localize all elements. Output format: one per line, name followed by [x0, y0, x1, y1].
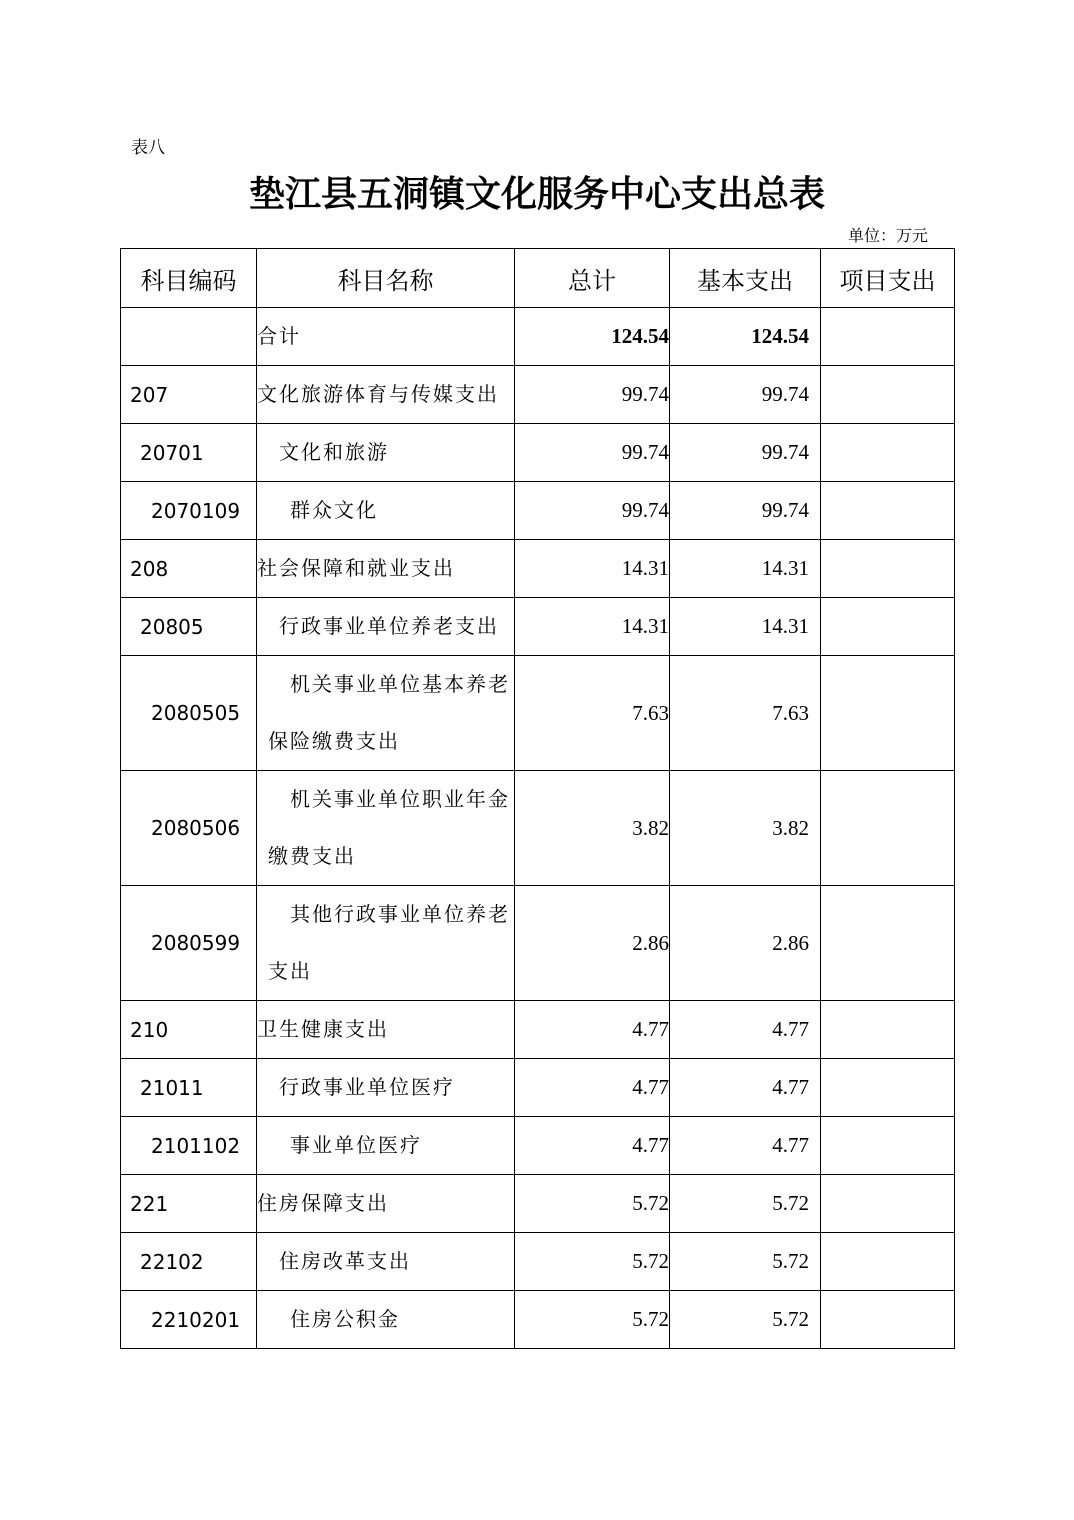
row-total: 5.72: [515, 1233, 670, 1291]
row-total: 14.31: [515, 598, 670, 656]
row-basic: 99.74: [670, 424, 821, 482]
row-basic: 14.31: [670, 598, 821, 656]
row-total: 14.31: [515, 540, 670, 598]
table-row: [121, 1233, 955, 1291]
row-code: 221: [121, 1175, 257, 1233]
row-total: 99.74: [515, 482, 670, 540]
column-header-code: 科目编码: [121, 249, 257, 308]
row-name: 事业单位医疗: [257, 1117, 515, 1175]
row-basic: 5.72: [670, 1291, 821, 1349]
row-basic: 14.31: [670, 540, 821, 598]
row-project: [821, 308, 955, 366]
row-total: 5.72: [515, 1291, 670, 1349]
row-code: 207: [121, 366, 257, 424]
row-total: 99.74: [515, 424, 670, 482]
row-project: [821, 540, 955, 598]
row-project: [821, 598, 955, 656]
row-name: 机关事业单位职业年金缴费支出: [257, 771, 515, 886]
column-header-name: 科目名称: [257, 249, 515, 308]
row-name: 住房保障支出: [257, 1175, 515, 1233]
row-project: [821, 886, 955, 1001]
row-name: 其他行政事业单位养老支出: [257, 886, 515, 1001]
row-code: 210: [121, 1001, 257, 1059]
row-basic: 7.63: [670, 656, 821, 771]
row-code: 2080506: [121, 771, 257, 886]
table-row: [121, 366, 955, 424]
row-code: 2080505: [121, 656, 257, 771]
row-name: 住房公积金: [257, 1291, 515, 1349]
table-row: [121, 482, 955, 540]
row-code: 22102: [121, 1233, 257, 1291]
row-code: 20701: [121, 424, 257, 482]
row-project: [821, 1001, 955, 1059]
table-row: [121, 1059, 955, 1117]
row-basic: 99.74: [670, 482, 821, 540]
table-row: [121, 1291, 955, 1349]
row-project: [821, 1233, 955, 1291]
row-basic: 5.72: [670, 1233, 821, 1291]
row-basic: 4.77: [670, 1059, 821, 1117]
table-row: [121, 540, 955, 598]
column-header-basic: 基本支出: [670, 249, 821, 308]
row-name: 文化旅游体育与传媒支出: [257, 366, 515, 424]
column-header-total: 总计: [515, 249, 670, 308]
row-total: 99.74: [515, 366, 670, 424]
row-code: 208: [121, 540, 257, 598]
row-project: [821, 656, 955, 771]
row-project: [821, 1291, 955, 1349]
table-label: 表八: [131, 138, 165, 158]
row-project: [821, 1175, 955, 1233]
row-total: 5.72: [515, 1175, 670, 1233]
table-row: [121, 1175, 955, 1233]
row-basic: 5.72: [670, 1175, 821, 1233]
row-basic: 2.86: [670, 886, 821, 1001]
table-row: [121, 308, 955, 366]
row-name: 机关事业单位基本养老保险缴费支出: [257, 656, 515, 771]
row-name: 社会保障和就业支出: [257, 540, 515, 598]
row-total: 4.77: [515, 1001, 670, 1059]
table-row: [121, 1001, 955, 1059]
row-name: 行政事业单位养老支出: [257, 598, 515, 656]
row-basic: 4.77: [670, 1001, 821, 1059]
row-basic: 99.74: [670, 366, 821, 424]
table-header-row: [121, 249, 955, 308]
row-basic: 124.54: [670, 308, 821, 366]
row-code: 2080599: [121, 886, 257, 1001]
row-basic: 3.82: [670, 771, 821, 886]
table-row: [121, 771, 955, 886]
page-title: 垫江县五洞镇文化服务中心支出总表: [248, 173, 825, 215]
row-name: 卫生健康支出: [257, 1001, 515, 1059]
row-code: 2070109: [121, 482, 257, 540]
unit-note: 单位：万元: [847, 226, 928, 245]
row-name: 合计: [257, 308, 515, 366]
row-project: [821, 424, 955, 482]
row-project: [821, 366, 955, 424]
row-project: [821, 771, 955, 886]
row-total: 3.82: [515, 771, 670, 886]
row-name: 住房改革支出: [257, 1233, 515, 1291]
row-code: [121, 308, 257, 366]
row-code: 2101102: [121, 1117, 257, 1175]
row-total: 124.54: [515, 308, 670, 366]
row-total: 7.63: [515, 656, 670, 771]
row-name: 行政事业单位医疗: [257, 1059, 515, 1117]
table-row: [121, 598, 955, 656]
table-row: [121, 424, 955, 482]
table-row: [121, 1117, 955, 1175]
table-row: [121, 656, 955, 771]
row-code: 20805: [121, 598, 257, 656]
table-row: [121, 886, 955, 1001]
row-name: 群众文化: [257, 482, 515, 540]
row-total: 4.77: [515, 1059, 670, 1117]
row-project: [821, 482, 955, 540]
row-project: [821, 1059, 955, 1117]
row-code: 2210201: [121, 1291, 257, 1349]
expenditure-table: [120, 248, 955, 1349]
row-total: 2.86: [515, 886, 670, 1001]
row-basic: 4.77: [670, 1117, 821, 1175]
row-total: 4.77: [515, 1117, 670, 1175]
row-name: 文化和旅游: [257, 424, 515, 482]
row-code: 21011: [121, 1059, 257, 1117]
row-project: [821, 1117, 955, 1175]
column-header-project: 项目支出: [821, 249, 955, 308]
